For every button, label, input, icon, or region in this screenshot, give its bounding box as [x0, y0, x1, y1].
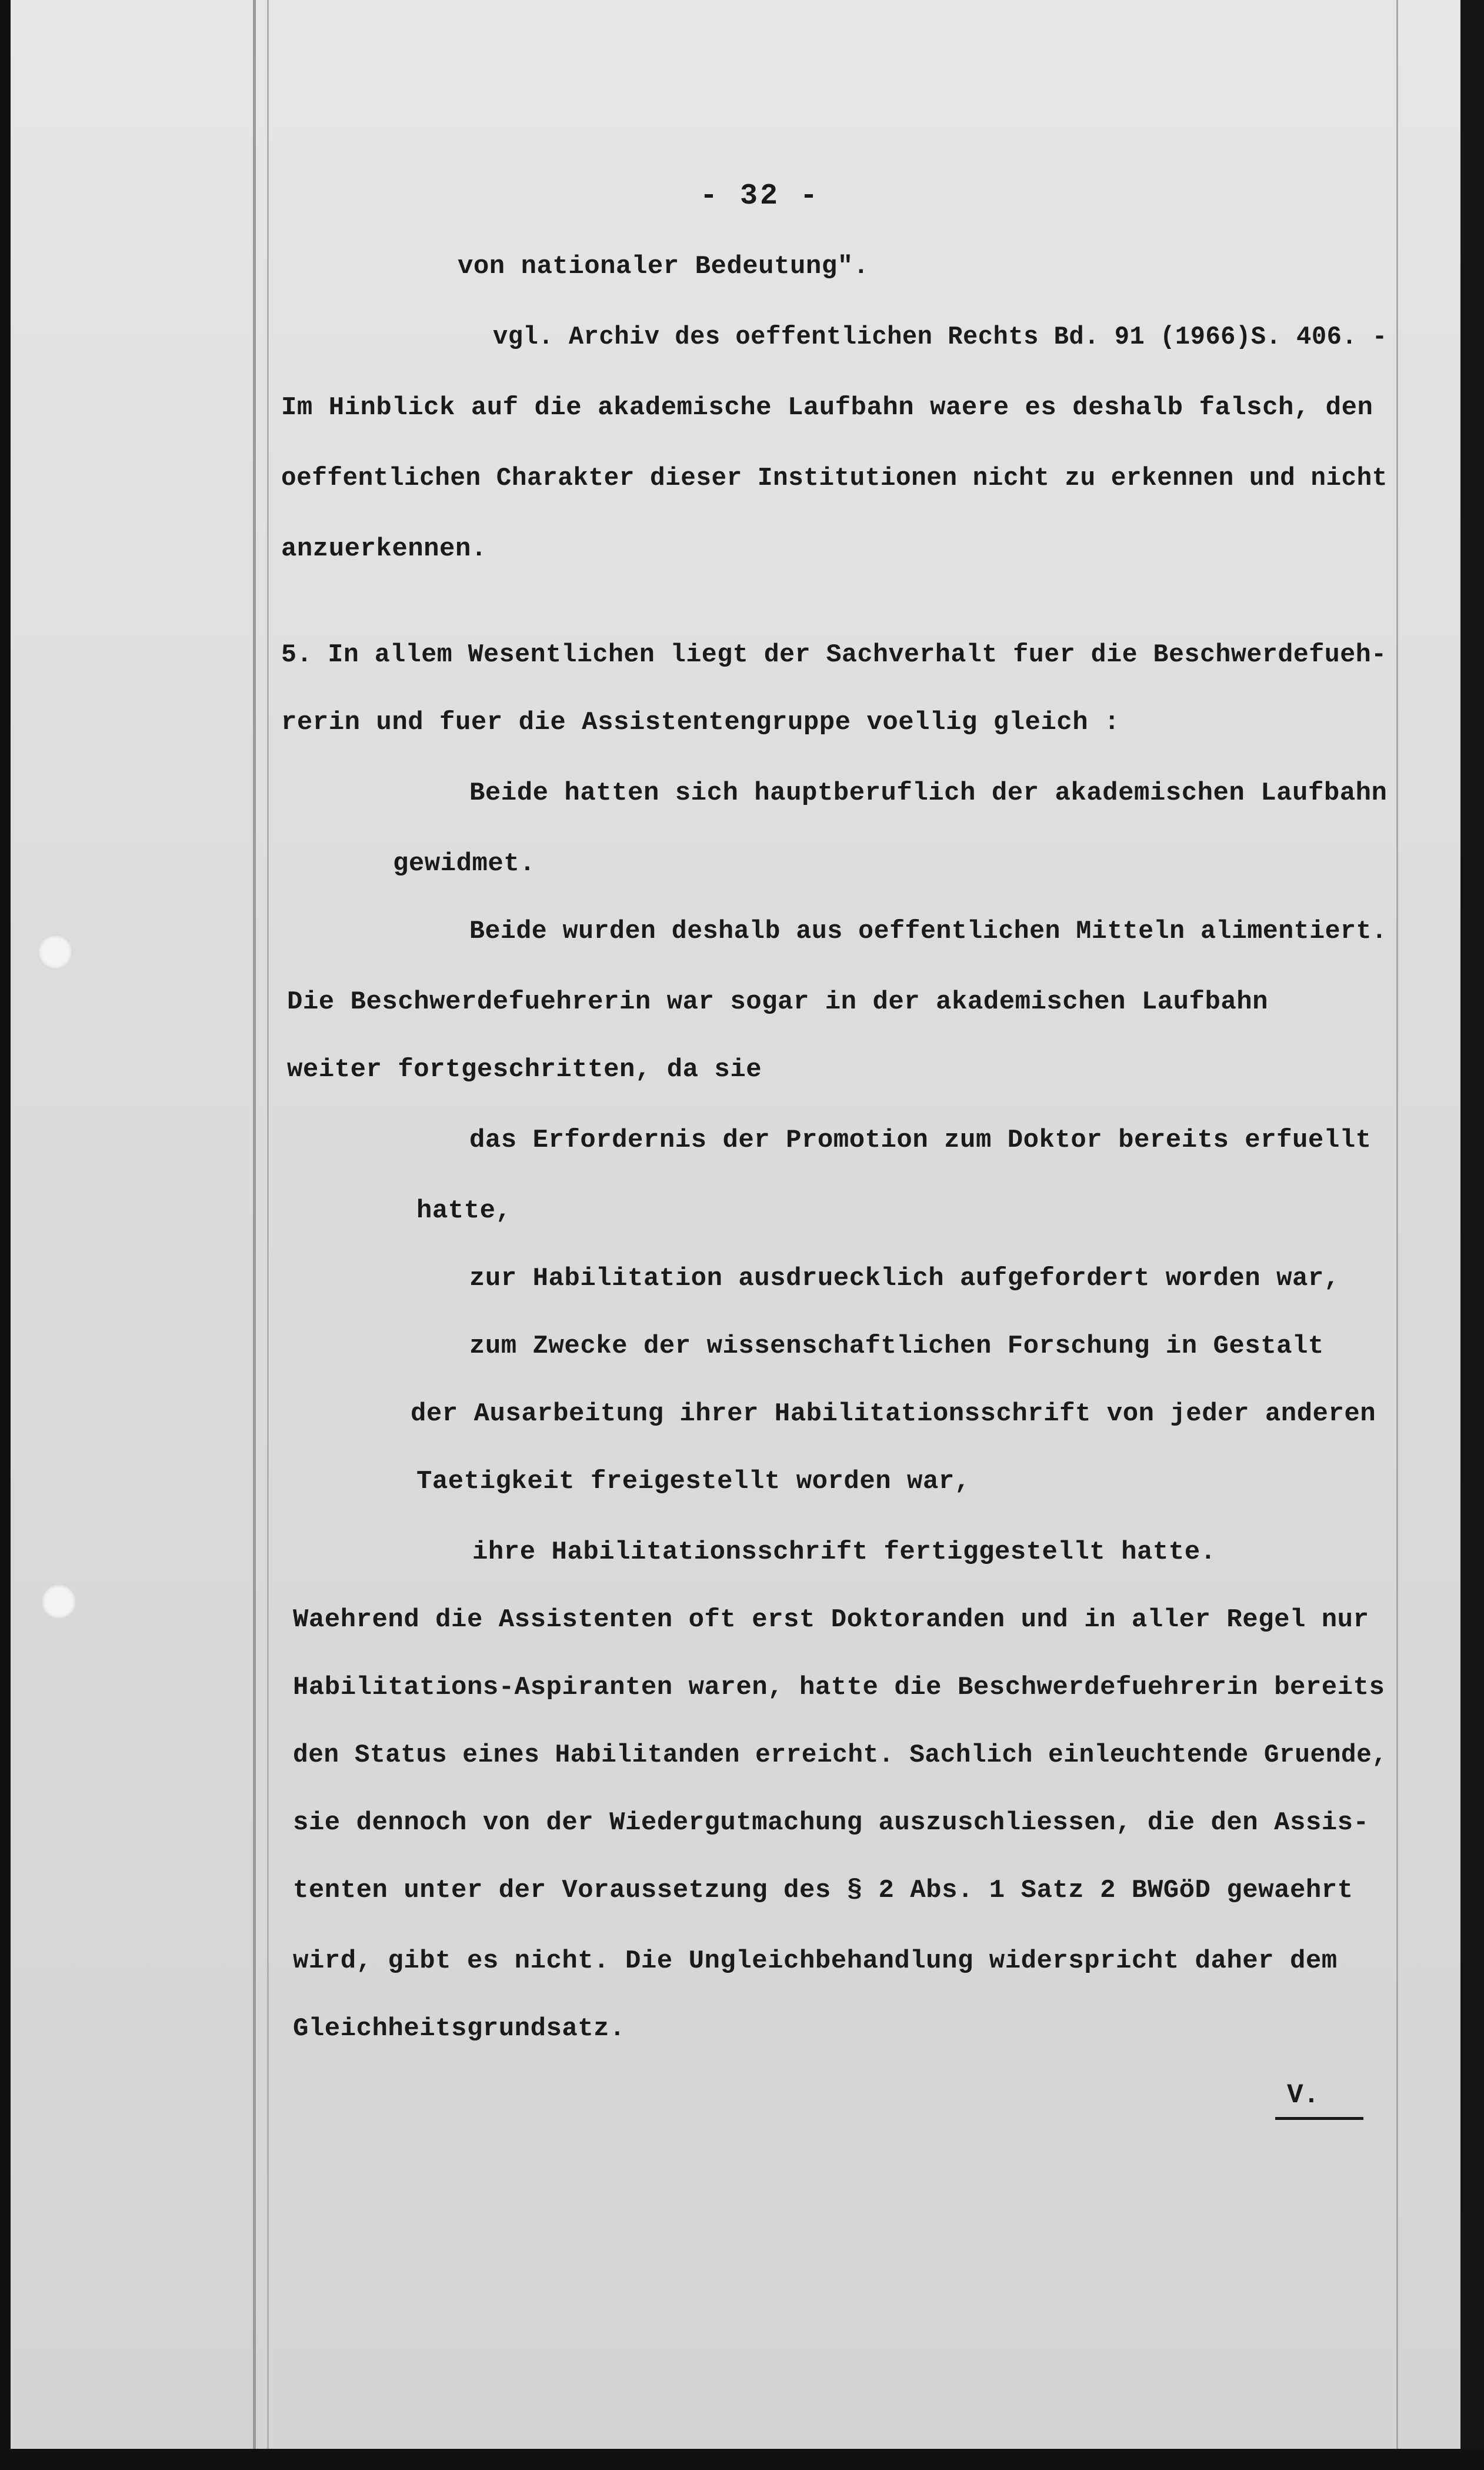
page-number: - 32 - — [700, 179, 821, 213]
text-line: anzuerkennen. — [281, 534, 487, 564]
text-line: weiter fortgeschritten, da sie — [287, 1055, 762, 1084]
punch-hole-upper — [38, 934, 73, 970]
text-line: das Erfordernis der Promotion zum Doktor bereits erfuellt — [469, 1126, 1372, 1155]
left-margin-line — [253, 0, 256, 2449]
punch-hole-lower — [41, 1584, 76, 1619]
right-margin-line — [1396, 0, 1398, 2449]
text-line: zur Habilitation ausdruecklich aufgefordert worden war, — [469, 1264, 1340, 1293]
text-line: sie dennoch von der Wiedergutmachung auszuschliessen, die den Assis- — [293, 1808, 1369, 1837]
text-line: Im Hinblick auf die akademische Laufbahn waere es deshalb falsch, den — [281, 393, 1373, 422]
text-line: gewidmet. — [393, 849, 536, 878]
text-line: Gleichheitsgrundsatz. — [293, 2014, 625, 2043]
next-section-marker: V. — [1287, 2080, 1320, 2111]
text-line: Die Beschwerdefuehrerin war sogar in der akademischen Laufbahn — [287, 987, 1269, 1017]
text-line: Habilitations-Aspiranten waren, hatte die Beschwerdefuehrerin bereits — [293, 1673, 1385, 1702]
text-line: Beide wurden deshalb aus oeffentlichen Mitteln alimentiert. — [469, 917, 1388, 946]
text-line: hatte, — [416, 1196, 512, 1226]
text-line: Beide hatten sich hauptberuflich der akademischen Laufbahn — [469, 778, 1388, 808]
text-line: 5. In allem Wesentlichen liegt der Sachverhalt fuer die Beschwerdefueh- — [281, 640, 1387, 670]
left-margin-line-inner — [267, 0, 269, 2449]
paper-sheet — [11, 0, 1460, 2449]
text-line: tenten unter der Voraussetzung des § 2 Abs. 1 Satz 2 BWGöD gewaehrt — [293, 1876, 1353, 1905]
film-edge-right — [1460, 0, 1484, 2470]
text-line: Taetigkeit freigestellt worden war, — [416, 1467, 971, 1496]
text-line: rerin und fuer die Assistentengruppe voellig gleich : — [281, 708, 1120, 737]
next-section-underline — [1275, 2117, 1363, 2120]
text-line: von nationaler Bedeutung". — [458, 252, 869, 281]
film-edge-left — [0, 0, 11, 2470]
text-line: den Status eines Habilitanden erreicht. Sachlich einleuchtende Gruende, — [293, 1740, 1388, 1770]
text-line: vgl. Archiv des oeffentlichen Rechts Bd. 91 (1966)S. 406. - — [493, 322, 1388, 352]
text-line: zum Zwecke der wissenschaftlichen Forschung in Gestalt — [469, 1331, 1324, 1361]
text-line: Waehrend die Assistenten oft erst Doktoranden und in aller Regel nur — [293, 1605, 1369, 1635]
text-line: der Ausarbeitung ihrer Habilitationsschrift von jeder anderen — [411, 1399, 1376, 1429]
text-line: oeffentlichen Charakter dieser Institutionen nicht zu erkennen und nicht — [281, 464, 1388, 493]
text-line: wird, gibt es nicht. Die Ungleichbehandlung widerspricht daher dem — [293, 1946, 1338, 1976]
film-edge-bottom — [0, 2449, 1484, 2470]
text-line: ihre Habilitationsschrift fertiggestellt hatte. — [472, 1537, 1216, 1567]
